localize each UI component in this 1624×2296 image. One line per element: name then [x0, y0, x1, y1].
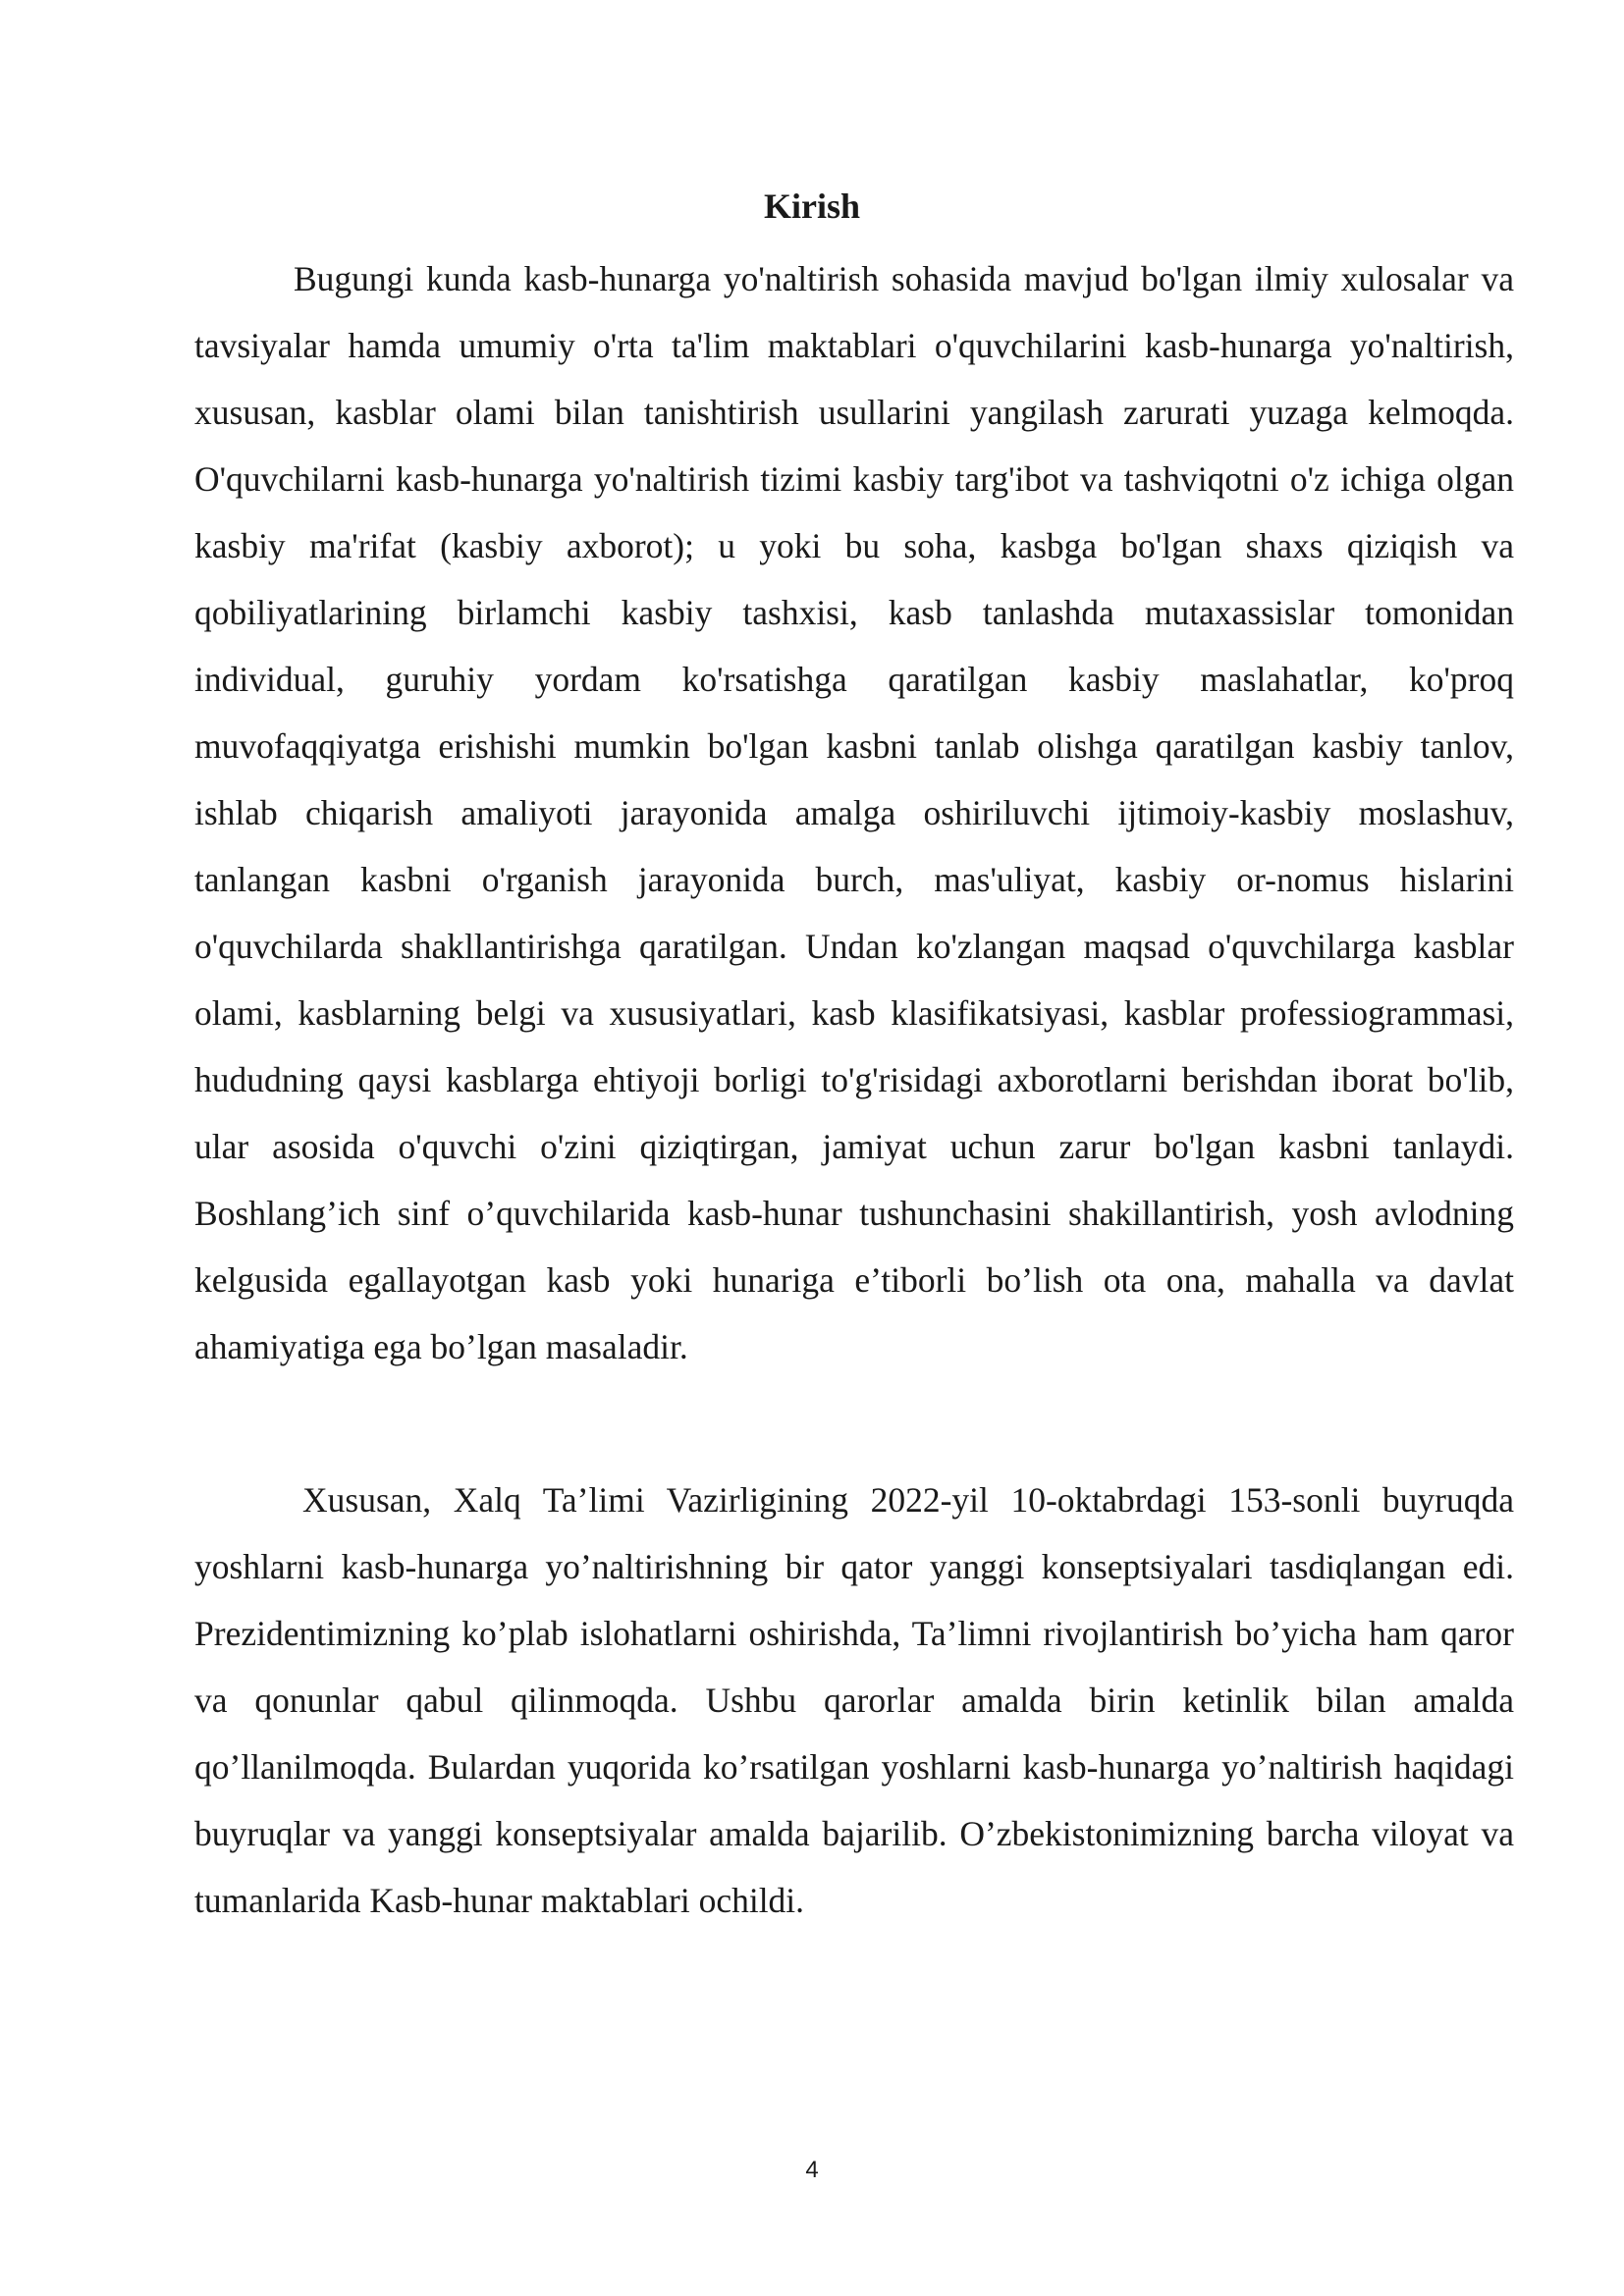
body-paragraph-1: Bugungi kunda kasb-hunarga yo'naltirish sohasida mavjud bo'lgan ilmiy xulosalar va tavsiyalar hamda umumiy o'rta ta'lim maktablari o'quvchilarini kasb-hunarga yo'naltirish, xususan, kasblar olami bilan tanishtirish usullarini yangilash zarurati yuzaga kelmoqda. O'quvchilarni kasb-hunarga yo'naltirish tizimi kasbiy targ'ibot va tashviqotni o'z ichiga olgan kasbiy ma'rifat (kasbiy axborot); u yoki bu soha, kasbga bo'lgan shaxs qiziqish va qobiliyatlarining birlamchi kasbiy tashxisi, kasb tanlashda mutaxassislar tomonidan individual, guruhiy yordam ko'rsatishga qaratilgan kasbiy maslahatlar, ko'proq muvofaqqiyatga erishishi mumkin bo'lgan kasbni tanlab olishga qaratilgan kasbiy tanlov, ishlab chiqarish amaliyoti jarayonida amalga oshiriluvchi ijtimoiy-kasbiy moslashuv, tanlangan kasbni o'rganish jarayonida burch, mas'uliyat, kasbiy or-nomus hislarini o'quvchilarda shakllantirishga qaratilgan. Undan ko'zlangan maqsad o'quvchilarga kasblar olami, kasblarning belgi va xususiyatlari, kasb klasifikatsiyasi, kasblar professiogrammasi, hududning qaysi kasblarga ehtiyoji borligi to'g'risidagi axborotlarni berishdan iborat bo'lib, ular asosida o'quvchi o'zini qiziqtirgan, jamiyat uchun zarur bo'lgan kasbni tanlaydi. Boshlang’ich sinf o’quvchilarida kasb-hunar tushunchasini shakillantirish, yosh avlodning kelgusida egallayotgan kasb yoki hunariga e’tiborli bo’lish ota ona, mahalla va davlat ahamiyatiga ega bo’lgan masaladir. — [194, 259, 1514, 1366]
section-heading: Kirish — [763, 187, 860, 226]
page-number: 4 — [805, 2157, 819, 2183]
body-paragraph-2: Xususan, Xalq Ta’limi Vazirligining 2022-yil 10-oktabrdagi 153-sonli buyruqda yoshlarni kasb-hunarga yo’naltirishning bir qator yanggi konseptsiyalari tasdiqlangan edi. Prezidentimizning ko’plab islohatlarni oshirishda, Ta’limni rivojlantirish bo’yicha ham qaror va qonunlar qabul qilinmoqda. Ushbu qarorlar amalda birin ketinlik bilan amalda qo’llanilmoqda. Bulardan yuqorida ko’rsatilgan yoshlarni kasb-hunarga yo’naltirish haqidagi buyruqlar va yanggi konseptsiyalar amalda bajarilib. O’zbekistonimizning barcha viloyat va tumanlarida Kasb-hunar maktablari ochildi. — [194, 1480, 1514, 1920]
